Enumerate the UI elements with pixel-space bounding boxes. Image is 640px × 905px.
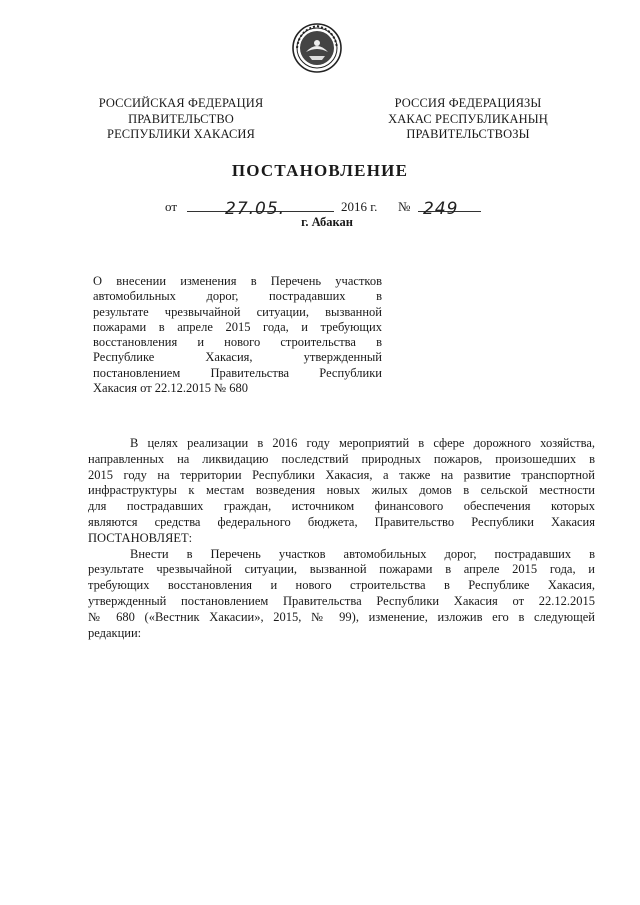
city-label: г. Абакан [301,215,353,229]
date-prefix: от [165,199,178,214]
coat-of-arms-icon [291,22,343,74]
document-title: ПОСТАНОВЛЕНИЕ [231,161,409,180]
header-left-line: ПРАВИТЕЛЬСТВО [128,111,234,126]
header-left [82,96,280,143]
date-number-line [165,195,495,219]
handwritten-number: 249 [423,199,459,219]
subject-line: восстановления и нового строительства в [93,335,382,350]
paragraph-line: для пострадавших граждан, источником финансового обеспечения которых [88,499,595,514]
header-left-line: РЕСПУБЛИКИ ХАКАСИЯ [107,127,255,141]
subject-line: постановлением Правительства Республики [93,365,382,380]
paragraph-line: ПОСТАНОВЛЯЕТ: [88,530,193,545]
paragraph-line: редакции: [88,625,142,640]
paragraph-line: 2015 году на территории Республики Хакасия, а также на развитие транспортной [88,467,595,482]
subject-block [93,274,382,396]
subject-line: Республике Хакасия, утвержденный [93,350,382,365]
paragraph-line: инфраструктуры к местам возведения новых жилых домов в сельской местности [88,483,595,498]
header-right-line: ПРАВИТЕЛЬСТВОЗЫ [406,127,530,141]
year-label: 2016 г. [341,199,378,214]
subject-line: Хакасия от 22.12.2015 № 680 [93,381,248,396]
paragraph-line: требующих восстановления и нового строительства в Республике Хакасия, [88,578,595,593]
paragraph-line: Внести в Перечень участков автомобильных дорог, пострадавших в [130,546,595,561]
paragraph-line: В целях реализации в 2016 году мероприятий в сфере дорожного хозяйства, [130,436,595,450]
header-right-line: ХАКАС РЕСПУБЛИКАНЫҢ [388,111,548,126]
paragraph-line: направленных на ликвидацию последствий природных пожаров, произошедших в [88,451,595,466]
paragraph-line: являются средства федерального бюджета, Правительство Республики Хакасия [88,514,595,529]
subject-line: результате чрезвычайной ситуации, вызванной [93,304,382,319]
subject-line: пожарами в апреле 2015 года, и требующих [93,319,382,334]
subject-line: автомобильных дорог, пострадавших в [93,289,382,304]
header-left-line: РОССИЙСКАЯ ФЕДЕРАЦИЯ [98,96,264,110]
paragraph-line: утвержденный постановлением Правительства Республики Хакасия от 22.12.2015 [88,593,595,608]
paragraph-line: результате чрезвычайной ситуации, вызванной пожарами в апреле 2015 года, и [88,562,595,577]
header-right-line: РОССИЯ ФЕДЕРАЦИЯЗЫ [394,96,542,110]
header-right [368,96,568,143]
number-sign: № [398,199,411,214]
paragraph-line: № 680 («Вестник Хакасии», 2015, № 99), изменение, изложив его в следующей [88,609,595,624]
subject-line: О внесении изменения в Перечень участков [93,274,382,288]
handwritten-date: 27.05. [225,199,286,219]
body-text [88,436,595,641]
